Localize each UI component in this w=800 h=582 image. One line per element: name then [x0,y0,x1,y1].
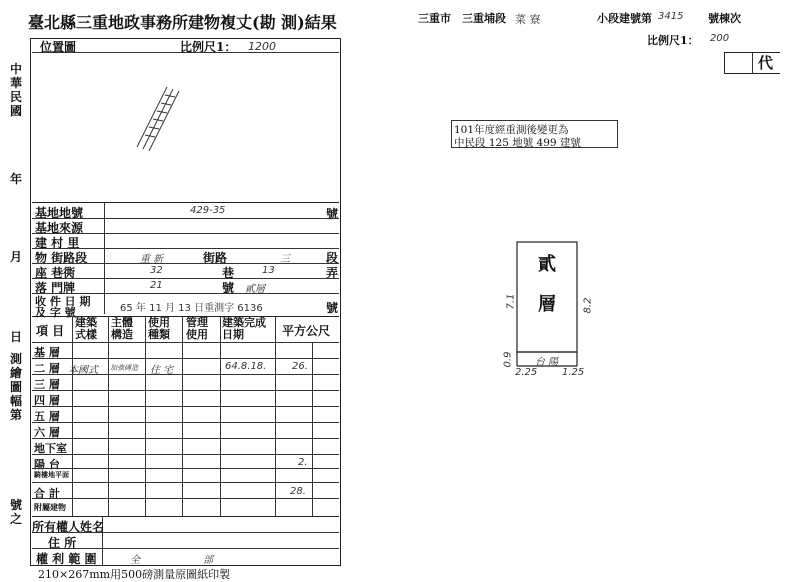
floor-1-style: 本國式 [68,365,98,376]
floor-name-8: 騎樓地平面 [34,470,69,479]
header-structure: 主體構造 [111,316,133,341]
receive-suffix: 號 [326,301,339,315]
header-usage: 使用種類 [148,316,170,341]
rights-label: 權 利 範 圍 [36,552,97,566]
floor-name-0: 基 層 [34,346,60,359]
dim-bottom-left: 2.25 [515,367,538,378]
floor-name-5: 六 層 [34,426,60,439]
subsection-value: 菜 寮 [515,13,541,26]
col-line-2 [108,316,109,516]
door-extra: 貳層 [245,284,265,295]
building-no-value: 3415 [658,11,684,22]
floor-1-structure: 加強磚造 [110,364,138,372]
rights-value: 全 部 [130,555,244,566]
dim-left: 7.1 [505,293,517,310]
header-style: 建築式樣 [75,316,97,341]
base-number-label: 基地地號 [35,206,84,220]
side-label-year: 年 [9,172,22,186]
floor-1-date: 64.8.18. [225,361,267,372]
side-label-sheet: 測 繪 圖 幅 第 [9,352,22,422]
dim-small: 0.9 [502,351,514,368]
balcony-label: 台 陽 [535,357,559,368]
floor-name-3: 四 層 [34,394,60,407]
side-label-year-prefix: 中 華 民 國 [9,62,22,118]
form-title: 臺北縣三重地政事務所建物複丈(勘 測)結果 [28,13,337,32]
location-map-label: 位置圖 [40,40,77,54]
street-label: 物 街路段 [35,251,88,265]
note-line-2: 中民段 125 地號 499 建號 [454,137,581,149]
owner-row-3 [32,548,339,549]
floor-plan-label-2: 層 [538,294,556,315]
floor-name-10: 附屬建物 [34,502,66,512]
dim-right: 8.2 [582,297,594,314]
city-label: 三重市 [418,12,451,25]
base-number-value: 429-35 [190,205,226,216]
floor-name-2: 三 層 [34,378,60,391]
door-label: 落 門牌 [35,281,76,295]
street-mid: 街路 [203,251,228,265]
location-sketch [135,85,195,155]
header-area: 平方公尺 [282,324,331,338]
right-scale-value: 200 [710,33,730,44]
header-item: 項 目 [36,324,65,338]
floor-name-9: 合 計 [34,487,60,500]
floor-row-line-8 [32,468,339,469]
street-value: 重 新 [140,254,164,265]
owner-row-2 [32,532,339,533]
form-footer: 210×267mm用500磅測量原圖紙印製 [38,568,231,581]
right-scale-label: 比例尺1： [647,34,699,47]
door-value: 21 [150,280,163,291]
floor-row-line-0 [32,342,339,343]
floor-row-line-1 [32,358,339,359]
scale-label: 比例尺1： [180,40,237,54]
col-line-3 [145,316,146,516]
row-divider-1 [32,202,339,203]
floor-7-area: 2. [298,457,308,468]
floor-row-line-9 [32,482,339,483]
floor-row-line-6 [32,438,339,439]
floor-name-7: 陽 台 [34,458,60,471]
header-manage: 管理使用 [186,316,208,341]
alley2-value: 13 [262,265,275,276]
alley-label: 座 巷衖 [35,266,76,280]
section-label: 三重埔段 [462,12,506,25]
base-number-suffix: 號 [326,207,339,221]
base-source-label: 基地來源 [35,221,84,235]
col-line-6 [275,316,276,516]
col-line-7 [312,342,313,516]
alley-value: 32 [150,265,163,276]
row-divider-5 [32,263,339,264]
floor-row-line-2 [32,374,339,375]
dim-bottom-right: 1.25 [562,367,585,378]
owner-row-top [32,516,339,517]
floor-name-4: 五 層 [34,410,60,423]
floor-1-area: 26. [292,361,308,372]
receive-value: 65 年 11 月 13 日重測字 6136 [120,303,263,314]
floor-plan-label-1: 貳 [538,254,556,275]
door-mid: 號 [222,281,235,295]
owner-label: 所有權人姓名 [32,520,105,534]
floor-name-1: 二 層 [34,362,60,375]
scale-value: 1200 [248,40,276,53]
floor-name-6: 地下室 [34,442,67,455]
code-label: 代 [758,54,774,72]
street-suffix: 段 [326,251,339,265]
address-label: 住 所 [48,536,77,550]
note-line-1: 101年度經重測後變更為 [454,124,569,136]
alley-suffix: 弄 [326,266,339,280]
street-section-value: 三 [280,254,290,265]
floor-row-line-7 [32,454,339,455]
village-label: 建 村 里 [35,236,80,250]
col-line-5 [220,316,221,516]
floor-9-area: 28. [290,486,306,497]
receive-label-2: 及 字 號 [35,306,76,319]
floor-row-line-5 [32,422,339,423]
floor-1-usage: 住 宅 [150,365,174,376]
header-completed: 建築完成日期 [222,316,266,341]
building-no-label: 小段建號第 [597,12,652,25]
alley-mid: 巷 [222,266,235,280]
floor-row-line-3 [32,390,339,391]
side-label-month: 月 [9,250,22,264]
side-label-day: 日 [9,330,22,344]
col-line-4 [182,316,183,516]
col-line-1 [72,316,73,516]
building-no-suffix: 號棟次 [708,12,741,25]
side-label-number: 號 之 [9,498,22,526]
row-divider-6 [32,278,339,279]
code-box-divider [752,52,753,74]
receive-label-1: 收 件 日 期 [35,295,91,308]
floor-row-line-10 [32,498,339,499]
floor-row-line-4 [32,406,339,407]
